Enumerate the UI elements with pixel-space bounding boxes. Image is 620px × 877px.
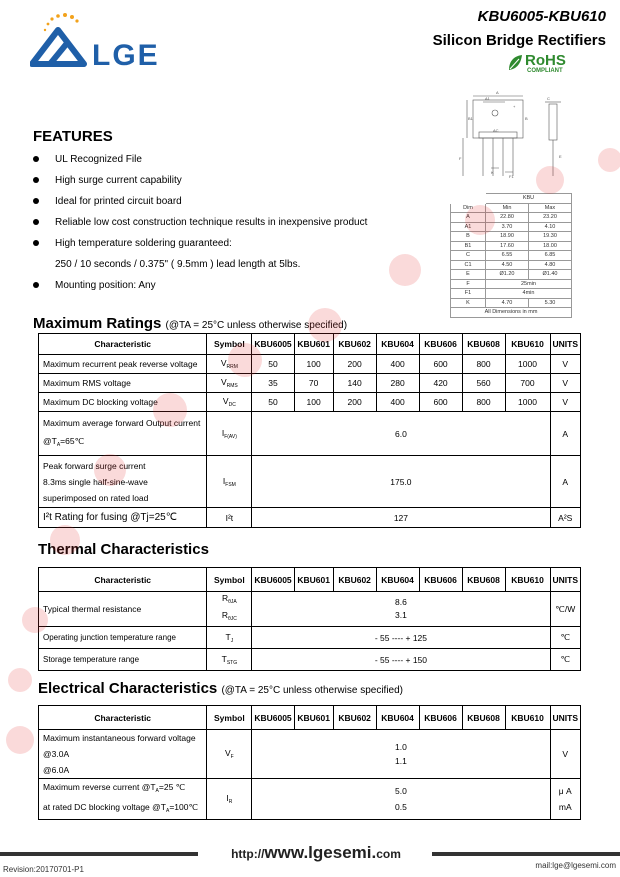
table-row: C1 4.50 4.80 (451, 260, 572, 270)
svg-text:E: E (559, 154, 562, 159)
svg-text:A: A (496, 90, 499, 95)
table-row: B1 17.60 18.00 (451, 241, 572, 251)
table-row: Maximum instantaneous forward voltage @3.0A @6.0A $V_F$ 1.0 1.1 V (39, 730, 581, 779)
dimensions-table (450, 193, 572, 318)
rohs-label: RoHS (525, 52, 566, 69)
logo-wordmark: LGE (92, 39, 160, 72)
feature-item-detail: 250 / 10 seconds / 0.375" ( 9.5mm ) lead length at 5lbs. (55, 259, 301, 270)
table-row (451, 308, 572, 318)
footer-bar-right (432, 852, 620, 856)
leaf-icon (507, 54, 523, 72)
package-name: KBU (486, 194, 572, 204)
table-row: Maximum average forward Output current $@T_A=65℃$ $I_{F(AV)}$ 6.0 A (39, 412, 581, 456)
footer-website-link[interactable]: http://www.lgesemi.com (231, 843, 401, 862)
table-row: Dim Min Max (451, 203, 572, 213)
table-row: F1 4min (451, 289, 572, 299)
bullet-icon (33, 177, 39, 183)
table-header-row: Characteristic Symbol KBU6005 KBU601 KBU602 KBU604 KBU606 KBU608 KBU610 UNITS (39, 334, 581, 355)
table-row: Maximum DC blocking voltage $V_{DC}$ 50 100 200 400 600 800 1000 V (39, 393, 581, 412)
table-row: Operating junction temperature range $T_J$ - 55 ---- + 125 ℃ (39, 627, 581, 649)
feature-item: Reliable low cost construction technique results in inexpensive product (33, 217, 367, 228)
table-row: Storage temperature range $T_{STG}$ - 55 ---- + 150 ℃ (39, 649, 581, 671)
max-ratings-table (38, 333, 581, 528)
table-row: I²t Rating for fusing @Tj=25℃ I²t 127 A²S (39, 508, 581, 528)
rohs-compliant-label: COMPLIANT (527, 68, 563, 74)
svg-text:+: + (513, 104, 516, 109)
table-row: Maximum recurrent peak reverse voltage $V_{RRM}$ 50 100 200 400 600 800 1000 V (39, 355, 581, 374)
bullet-icon (33, 240, 39, 246)
dimensions-note: All Dimensions in mm (451, 308, 572, 318)
max-ratings-heading: Maximum Ratings (@TA = 25°C unless otherwise specified) (33, 315, 348, 332)
svg-text:A1: A1 (485, 96, 490, 101)
max-ratings-note: (@TA = 25°C unless otherwise specified) (165, 320, 348, 331)
footer-bar-left (0, 852, 198, 856)
table-row: Maximum reverse current $@T_A=25$ ℃ at rated DC blocking voltage $@T_A=100℃$ $I_R$ 5.0 0.5 μ A mA (39, 779, 581, 820)
lge-logo (30, 12, 180, 72)
rohs-badge (507, 52, 567, 78)
feature-item: High temperature soldering guaranteed: (33, 238, 232, 249)
table-row: F 25min (451, 279, 572, 289)
table-row: Typical thermal resistance $R_{\theta JA}$ $R_{\theta JC}$ 8.6 3.1 ℃/W (39, 592, 581, 627)
svg-text:B1: B1 (468, 116, 473, 121)
table-row: E Ø1.20 Ø1.40 (451, 270, 572, 280)
thermal-table (38, 567, 581, 671)
feature-item: Mounting position: Any (33, 280, 156, 291)
electrical-note: (@TA = 25°C unless otherwise specified) (221, 685, 403, 696)
svg-text:AC: AC (493, 128, 499, 133)
table-header-row: Characteristic Symbol KBU6005 KBU601 KBU602 KBU604 KBU606 KBU608 KBU610 UNITS (39, 568, 581, 592)
svg-text:B: B (525, 116, 528, 121)
bullet-icon (33, 282, 39, 288)
table-header-row: Characteristic Symbol KBU6005 KBU601 KBU602 KBU604 KBU606 KBU608 KBU610 UNITS (39, 706, 581, 730)
revision-label: Revision:20170701-P1 (3, 865, 84, 874)
feature-item: High surge current capability (33, 175, 182, 186)
table-row: K 4.70 5.30 (451, 298, 572, 308)
table-row: Maximum RMS voltage $V_{RMS}$ 35 70 140 280 420 560 700 V (39, 374, 581, 393)
table-row: A1 3.70 4.10 (451, 222, 572, 232)
kbu-package-drawing (453, 88, 593, 192)
bullet-icon (33, 156, 39, 162)
feature-item: UL Recognized File (33, 154, 142, 165)
table-row: B 18.90 19.30 (451, 232, 572, 242)
table-row: Peak forward surge current 8.3ms single half-sine-wave superimposed on rated load $I_{FSM}$ 175.0 A (39, 456, 581, 508)
footer-email-link[interactable]: mail:lge@lgesemi.com (535, 861, 616, 870)
product-subtitle: Silicon Bridge Rectifiers (432, 32, 606, 49)
features-heading: FEATURES (33, 128, 113, 145)
thermal-heading: Thermal Characteristics (38, 541, 209, 558)
svg-text:C: C (547, 96, 550, 101)
feature-item: Ideal for printed circuit board (33, 196, 182, 207)
svg-text:F1: F1 (509, 174, 514, 179)
bullet-icon (33, 198, 39, 204)
svg-text:K: K (491, 170, 494, 175)
part-number-title: KBU6005-KBU610 (477, 8, 606, 25)
svg-text:F: F (459, 156, 462, 161)
electrical-heading: Electrical Characteristics (@TA = 25°C unless otherwise specified) (38, 680, 403, 697)
electrical-table (38, 705, 581, 820)
logo-sun-dots (44, 13, 79, 31)
table-row: C 6.55 6.85 (451, 251, 572, 261)
bullet-icon (33, 219, 39, 225)
table-row: A 22.80 23.20 (451, 213, 572, 223)
